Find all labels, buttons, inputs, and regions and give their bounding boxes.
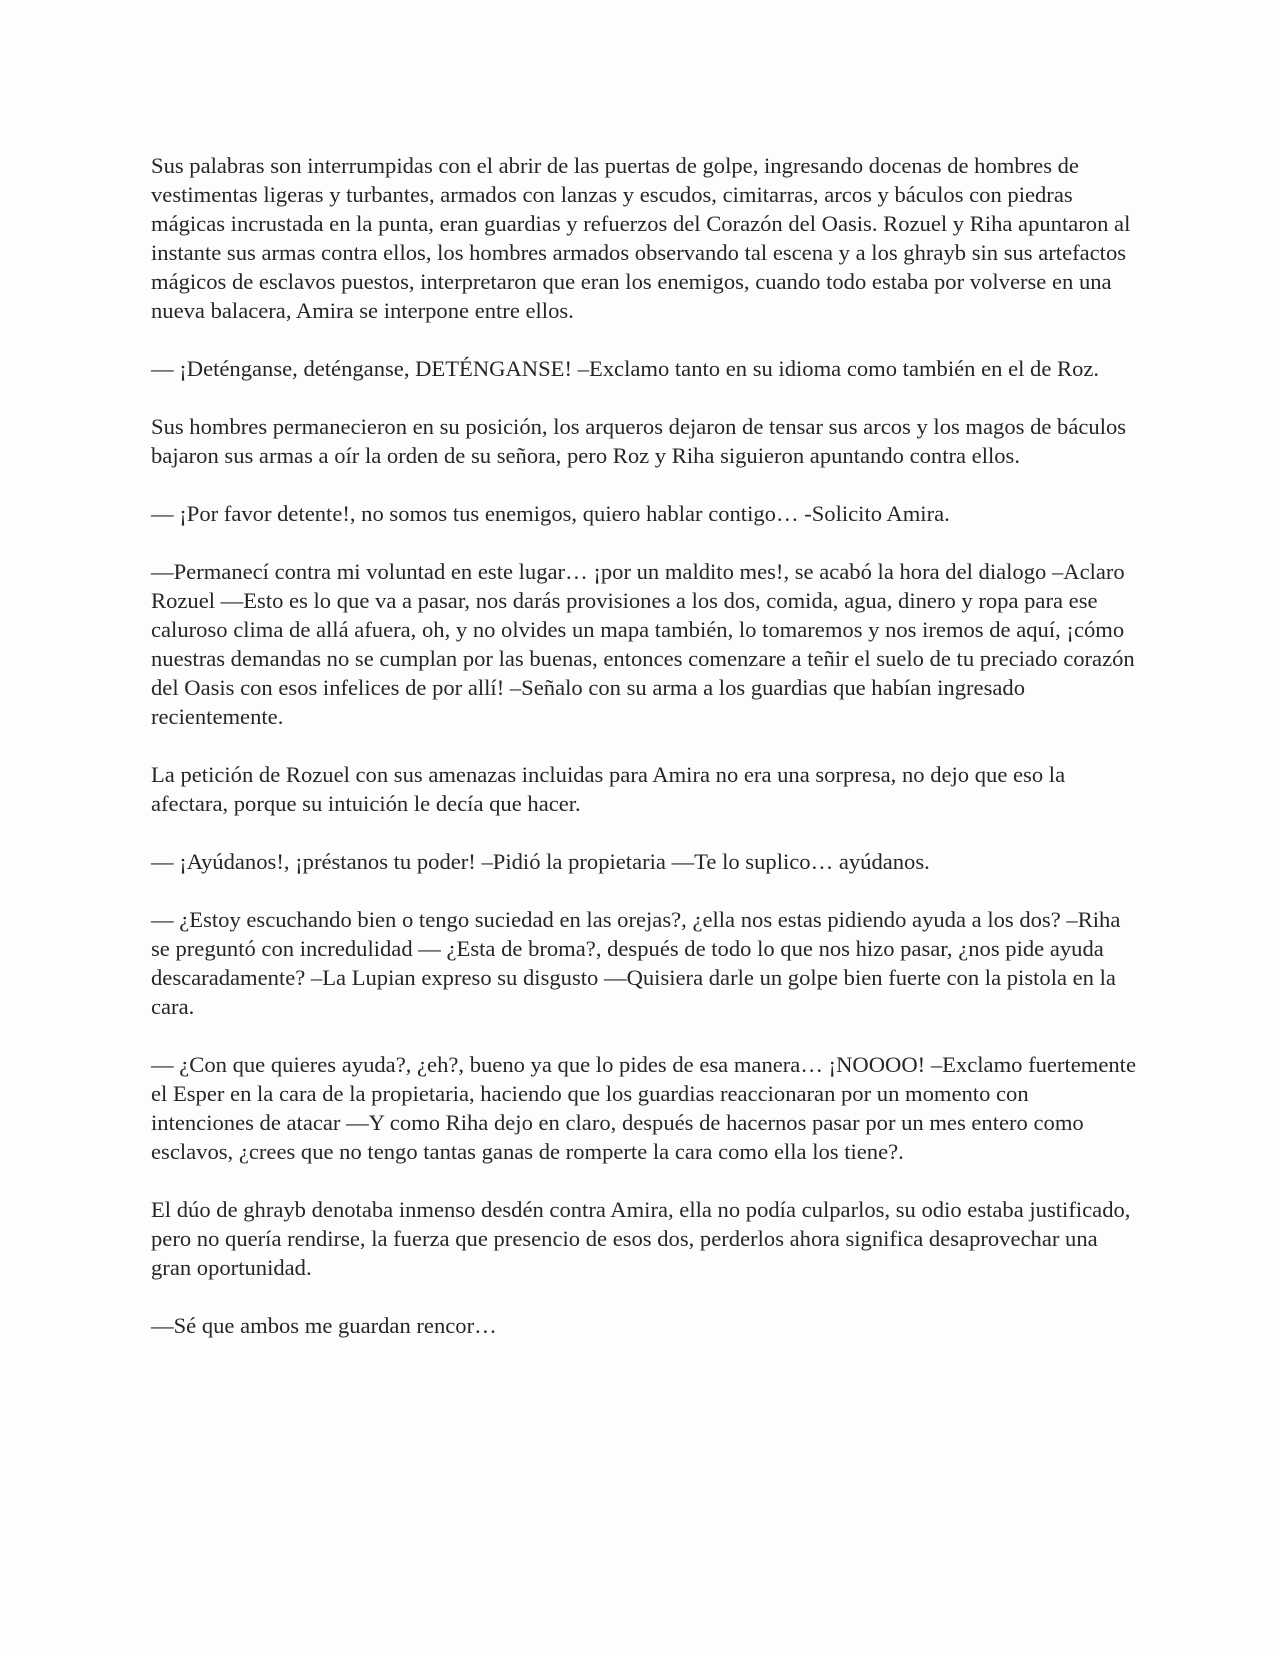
paragraph-3: Sus hombres permanecieron en su posición, los arqueros dejaron de tensar sus arcos y los magos de báculos bajaron sus armas a oír la orden de su señora, pero Roz y Riha siguieron apuntando contra ellos. (151, 414, 1127, 468)
paragraph-9: — ¿Con que quieres ayuda?, ¿eh?, bueno ya que lo pides de esa manera… ¡NOOOO! –Exclamo fuertemente el Esper en la cara de la propietaria, haciendo que los guardias reaccionaran por un momento con intenciones de atacar —Y como Riha dejo en claro, después de hacernos pasar por un mes entero como esclavos, ¿crees que no tengo tantas ganas de romperte la cara como ella los tiene?. (151, 1052, 1136, 1164)
paragraph-1: Sus palabras son interrumpidas con el abrir de las puertas de golpe, ingresando docenas de hombres de vestimentas ligeras y turbantes, armados con lanzas y escudos, cimitarras, arcos y báculos con piedras mágicas incrustada en la punta, eran guardias y refuerzos del Corazón del Oasis. Rozuel y Riha apuntaron al instante sus armas contra ellos, los hombres armados observando tal escena y a los ghrayb sin sus artefactos mágicos de esclavos puestos, interpretaron que eran los enemigos, cuando todo estaba por volverse en una nueva balacera, Amira se interpone entre ellos. (151, 153, 1131, 323)
paragraph-10: El dúo de ghrayb denotaba inmenso desdén contra Amira, ella no podía culparlos, su odio estaba justificado, pero no quería rendirse, la fuerza que presencio de esos dos, perderlos ahora significa desaprovechar una gran oportunidad. (151, 1197, 1131, 1280)
paragraph-2: — ¡Deténganse, deténganse, DETÉNGANSE! –Exclamo tanto en su idioma como también en el de Roz. (151, 356, 1100, 381)
document-body (151, 151, 1136, 1369)
paragraph-5: —Permanecí contra mi voluntad en este lugar… ¡por un maldito mes!, se acabó la hora del dialogo –Aclaro Rozuel —Esto es lo que va a pasar, nos darás provisiones a los dos, comida, agua, dinero y ropa para ese caluroso clima de allá afuera, oh, y no olvides un mapa también, lo tomaremos y nos iremos de aquí, ¡cómo nuestras demandas no se cumplan por las buenas, entonces comenzare a teñir el suelo de tu preciado corazón del Oasis con esos infelices de por allí! –Señalo con su arma a los guardias que habían ingresado recientemente. (151, 559, 1135, 729)
paragraph-6: La petición de Rozuel con sus amenazas incluidas para Amira no era una sorpresa, no dejo que eso la afectara, porque su intuición le decía que hacer. (151, 762, 1066, 816)
paragraph-11: —Sé que ambos me guardan rencor… (151, 1313, 497, 1338)
paragraph-4: — ¡Por favor detente!, no somos tus enemigos, quiero hablar contigo… -Solicito Amira. (151, 501, 950, 526)
paragraph-7: — ¡Ayúdanos!, ¡préstanos tu poder! –Pidió la propietaria —Te lo suplico… ayúdanos. (151, 849, 930, 874)
paragraph-8: — ¿Estoy escuchando bien o tengo suciedad en las orejas?, ¿ella nos estas pidiendo ayuda a los dos? –Riha se preguntó con incredulidad — ¿Esta de broma?, después de todo lo que nos hizo pasar, ¿nos pide ayuda descaradamente? –La Lupian expreso su disgusto —Quisiera darle un golpe bien fuerte con la pistola en la cara. (151, 907, 1121, 1019)
